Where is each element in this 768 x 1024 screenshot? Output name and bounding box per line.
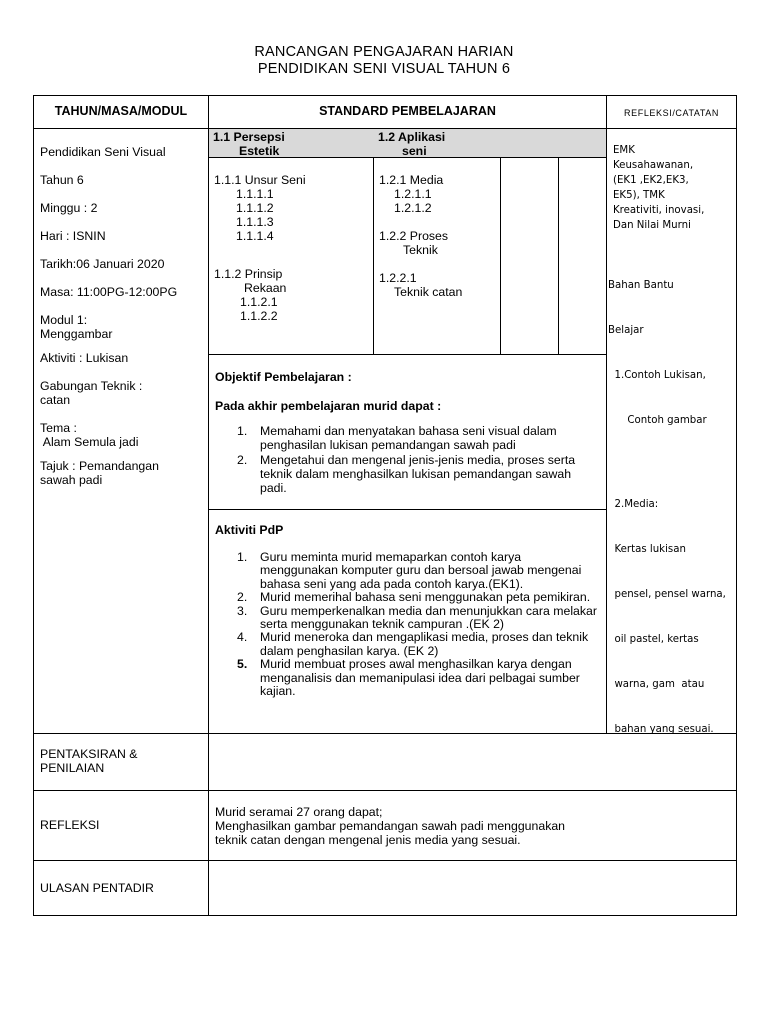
reflection-line2: Menghasilkan gambar pemandangan sawah padi menggunakan bbox=[215, 819, 566, 833]
list-item bbox=[215, 591, 600, 604]
day-label: Hari : ISNIN bbox=[40, 229, 106, 243]
list-item: 1.1.1.3 bbox=[236, 215, 274, 229]
header-standard: STANDARD PEMBELAJARAN bbox=[319, 104, 496, 118]
module-line1: Modul 1: bbox=[40, 313, 88, 327]
header-modul: TAHUN/MASA/MODUL bbox=[54, 104, 188, 118]
assessment-line2: PENILAIAN bbox=[40, 761, 105, 775]
notes-section bbox=[613, 143, 735, 233]
item-number: 5. bbox=[237, 657, 248, 672]
teaching-aids bbox=[608, 248, 736, 752]
list-item: 1.2.1 Media bbox=[379, 173, 444, 187]
theme-line1: Tema : bbox=[40, 421, 77, 435]
theme-label bbox=[40, 421, 205, 449]
aids-line: warna, gam atau bbox=[608, 679, 705, 690]
list-item: 1.1.2.2 bbox=[240, 309, 278, 323]
subject-label: Pendidikan Seni Visual bbox=[40, 145, 166, 159]
reflection-label: REFLEKSI bbox=[40, 818, 100, 832]
topic-line2: sawah padi bbox=[40, 473, 103, 487]
module-label bbox=[40, 313, 205, 341]
time-label: Masa: 11:00PG-12:00PG bbox=[40, 285, 178, 299]
aids-line: oil pastel, kertas bbox=[608, 634, 699, 645]
standard-1-1-line1: 1.1 Persepsi bbox=[213, 130, 285, 144]
list-item: 1.1.2.1 bbox=[240, 295, 278, 309]
standard-1-1-heading bbox=[213, 130, 285, 158]
item-number: 1. bbox=[237, 424, 248, 438]
item-text: Guru memperkenalkan media dan menunjukkan cara melakar serta menggunakan teknik campuran .(EK 2) bbox=[260, 603, 597, 632]
notes-line: EMK bbox=[613, 145, 635, 156]
technique-line2: catan bbox=[40, 393, 71, 407]
objectives-intro: Pada akhir pembelajaran murid dapat : bbox=[215, 399, 442, 413]
notes-line: (EK1 ,EK2,EK3, bbox=[613, 175, 689, 186]
header-refleksi: REFLEKSI/CATATAN bbox=[624, 108, 719, 118]
list-item: 1.1.1.4 bbox=[236, 229, 274, 243]
item-text: Memahami dan menyatakan bahasa seni visual dalam penghasilan lukisan pemandangan sawah padi bbox=[260, 424, 557, 452]
item-number: 4. bbox=[237, 630, 248, 645]
item-text: Murid memerihal bahasa seni menggunakan peta pemikiran. bbox=[260, 590, 591, 605]
standard-1-2-heading bbox=[378, 130, 445, 158]
aids-line: Belajar bbox=[608, 325, 644, 336]
standard-1-2-line1: 1.2 Aplikasi bbox=[378, 130, 446, 144]
document-title: RANCANGAN PENGAJARAN HARIAN bbox=[254, 44, 514, 60]
list-item: 1.2.1.1 bbox=[394, 187, 432, 201]
reflection-line3: teknik catan dengan mengenal jenis media yang sesuai. bbox=[215, 833, 521, 847]
standard-1-1-line2: Estetik bbox=[239, 144, 280, 158]
item-text: Guru meminta murid memaparkan contoh karya menggunakan komputer guru dan bersoal jawab mengenai bahasa seni yang ada pada contoh karya.(EK1). bbox=[260, 550, 582, 591]
item-number: 3. bbox=[237, 603, 248, 618]
item-text: Mengetahui dan mengenal jenis-jenis media, proses serta teknik dalam menghasilkan lukisan pemandangan sawah padi. bbox=[260, 453, 576, 495]
list-item bbox=[215, 605, 600, 632]
list-item bbox=[215, 658, 600, 698]
list-item: 1.2.2 Proses bbox=[379, 229, 449, 243]
notes-line: Dan Nilai Murni bbox=[613, 220, 691, 231]
objectives-heading: Objektif Pembelajaran : bbox=[215, 370, 352, 384]
list-item: 1.2.1.2 bbox=[394, 201, 432, 215]
objectives-list bbox=[215, 424, 600, 495]
week-label: Minggu : 2 bbox=[40, 201, 98, 215]
item-number: 1. bbox=[237, 550, 248, 564]
list-item: Rekaan bbox=[244, 281, 287, 295]
aids-line: Contoh gambar bbox=[608, 415, 707, 426]
aids-line: Kertas lukisan bbox=[608, 544, 686, 555]
aids-line: pensel, pensel warna, bbox=[608, 589, 726, 600]
aids-line: 2.Media: bbox=[608, 499, 659, 510]
aids-line bbox=[608, 458, 736, 467]
aids-line: 1.Contoh Lukisan, bbox=[608, 370, 706, 381]
item-text: Murid membuat proses awal menghasilkan karya dengan menganalisis dan memanipulasi idea dari pelbagai sumber kajian. bbox=[260, 657, 580, 699]
activity-label: Aktiviti : Lukisan bbox=[40, 351, 129, 365]
notes-line: EK5), TMK bbox=[613, 190, 665, 201]
assessment-line1: PENTAKSIRAN & bbox=[40, 747, 138, 761]
list-item: Teknik bbox=[403, 243, 438, 257]
aids-line: Bahan Bantu bbox=[608, 280, 674, 291]
technique-label bbox=[40, 379, 205, 407]
list-item bbox=[379, 257, 462, 271]
theme-line2: Alam Semula jadi bbox=[40, 435, 139, 449]
objectives-section bbox=[215, 370, 600, 495]
item-number: 2. bbox=[237, 590, 248, 605]
technique-line1: Gabungan Teknik : bbox=[40, 379, 143, 393]
notes-line: Kreativiti, inovasi, bbox=[613, 205, 705, 216]
standard-1-2-line2: seni bbox=[402, 144, 427, 158]
activities-section bbox=[215, 523, 600, 698]
document-subtitle: PENDIDIKAN SENI VISUAL TAHUN 6 bbox=[257, 61, 511, 77]
list-item bbox=[214, 243, 306, 257]
list-item: Teknik catan bbox=[394, 285, 463, 299]
standard-1-1-items bbox=[214, 173, 306, 323]
notes-line: Keusahawanan, bbox=[613, 160, 694, 171]
list-item: 1.1.2 Prinsip bbox=[214, 267, 283, 281]
topic-line1: Tajuk : Pemandangan bbox=[40, 459, 159, 473]
list-item bbox=[215, 453, 600, 495]
list-item: 1.2.2.1 bbox=[379, 271, 417, 285]
assessment-label bbox=[40, 747, 138, 775]
module-line2: Menggambar bbox=[40, 327, 113, 341]
list-item: 1.1.1 Unsur Seni bbox=[214, 173, 306, 187]
date-label: Tarikh:06 Januari 2020 bbox=[40, 257, 165, 271]
list-item: 1.1.1.2 bbox=[236, 201, 274, 215]
aids-line: bahan yang sesuai. bbox=[608, 724, 714, 735]
lesson-info bbox=[40, 145, 205, 487]
topic-label bbox=[40, 459, 205, 487]
list-item bbox=[215, 631, 600, 658]
activities-list bbox=[215, 551, 600, 698]
reflection-line1: Murid seramai 27 orang dapat; bbox=[215, 805, 383, 819]
year-label: Tahun 6 bbox=[40, 173, 84, 187]
list-item bbox=[215, 551, 600, 591]
activities-heading: Aktiviti PdP bbox=[215, 523, 284, 537]
list-item bbox=[379, 215, 462, 229]
list-item: 1.1.1.1 bbox=[236, 187, 274, 201]
reflection-text bbox=[215, 805, 603, 847]
item-text: Murid meneroka dan mengaplikasi media, proses dan teknik dalam penghasilan karya. (EK 2) bbox=[260, 630, 589, 658]
admin-review-label: ULASAN PENTADIR bbox=[40, 881, 154, 895]
list-item bbox=[215, 424, 600, 452]
standard-1-2-items bbox=[379, 173, 462, 299]
item-number: 2. bbox=[237, 453, 248, 467]
